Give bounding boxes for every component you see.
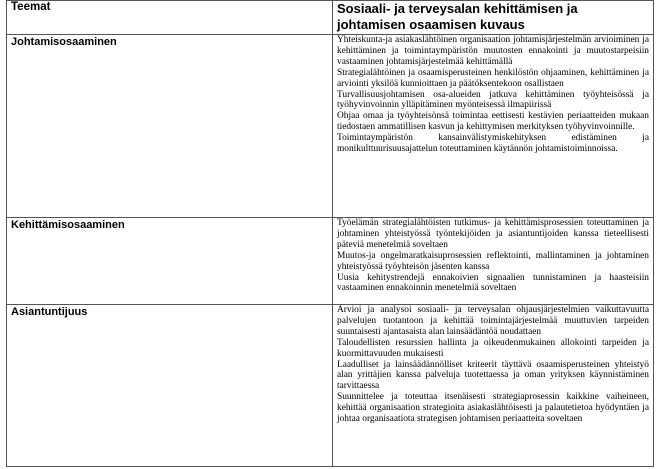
description-cell <box>333 305 654 467</box>
theme-cell: Johtamisosaaminen <box>7 35 333 218</box>
description-item: Yhteiskunta-ja asiakaslähtöinen organisaation johtamisjärjestelmän arvioiminen ja kehittäminen ja toimintaympäristön muutosten ennakointi ja muutostarpeisiin vastaaminen johtamisjärjestelmää kehittämällä <box>337 35 649 67</box>
description-item: Taloudellisten resurssien hallinta ja oikeudenmukainen allokointi tarpeiden ja kuormittavuuden mukaisesti <box>337 337 649 359</box>
description-item: Suunnittelee ja toteuttaa itsenäisesti strategiaprosessin kaikkine vaiheineen, kehittää organisaation strategioita asiakaslähtöisesti ja palautetietoa hyödyntäen ja johtaa organisaatiota strategisen johtamisen periaatteita soveltaen <box>337 392 649 425</box>
description-item: Työelämän strategialähtöisten tutkimus- ja kehittämisprosessien toteuttaminen ja johtaminen yhteistyössä työntekijöiden ja asiantuntijoiden kanssa tieteellisesti päteviä menetelmiä soveltaen <box>337 218 649 250</box>
description-item: Muutos-ja ongelmaratkaisuprosessien reflektointi, mallintaminen ja johtaminen yhteistyössä työyhteisön jäsenten kanssa <box>337 250 649 272</box>
header-row <box>7 1 654 35</box>
description-item: Arvioi ja analysoi sosiaali- ja terveysalan ohjausjärjestelmien vaikuttavuutta palvelujen tuotantoon ja kehittää toimintajärjestelmää muuttuvien tarpeiden suuntaisesti ajantasaista alan lainsäädäntöä noudattaen <box>337 305 649 337</box>
description-item: Toimintaympäristön kansainvälistymiskehityksen edistäminen ja monikulttuurisuusajattelun toteuttaminen käytännön johtamistoiminnoissa. <box>337 133 649 155</box>
header-description: Sosiaali- ja terveysalan kehittämisen ja johtamisen osaamisen kuvaus <box>333 1 654 35</box>
description-item: Ohjaa omaa ja työyhteisönsä toimintaa eettisesti kestävien periaatteiden mukaan tiedostaen ammatillisen kasvun ja kehittymisen merkityksen työhyvinvoinnille. <box>337 111 649 133</box>
header-theme: Teemat <box>7 1 333 35</box>
theme-cell: Kehittämisosaaminen <box>7 218 333 305</box>
table-row <box>7 218 654 305</box>
description-item: Uusia kehitystrendejä ennakoivien signaalien tunnistaminen ja haasteisiin vastaaminen ennakoinnin menetelmiä soveltaen <box>337 272 649 294</box>
competence-table <box>6 0 654 467</box>
description-item: Strategialähtöinen ja osaamisperusteinen henkilöstön ohjaaminen, kehittäminen ja arviointi yksilöä kunnioittaen ja päätöksentekoon osallistaen <box>337 67 649 89</box>
table-row <box>7 305 654 467</box>
description-cell <box>333 35 654 218</box>
description-item: Turvallisuusjohtamisen osa-alueiden jatkuva kehittäminen työyhteisössä ja työhyvinvoinnin ylläpitäminen myönteisessä ilmapiirissä <box>337 89 649 111</box>
theme-cell: Asiantuntijuus <box>7 305 333 467</box>
table-row <box>7 35 654 218</box>
description-cell <box>333 218 654 305</box>
description-item: Laadulliset ja lainsäädännölliset kriteerit täyttävä osaamisperusteinen yhteistyö alan yrittäjien kanssa palveluja tuotettaessa ja oman yrityksen käynnistäminen tarvittaessa <box>337 359 649 392</box>
